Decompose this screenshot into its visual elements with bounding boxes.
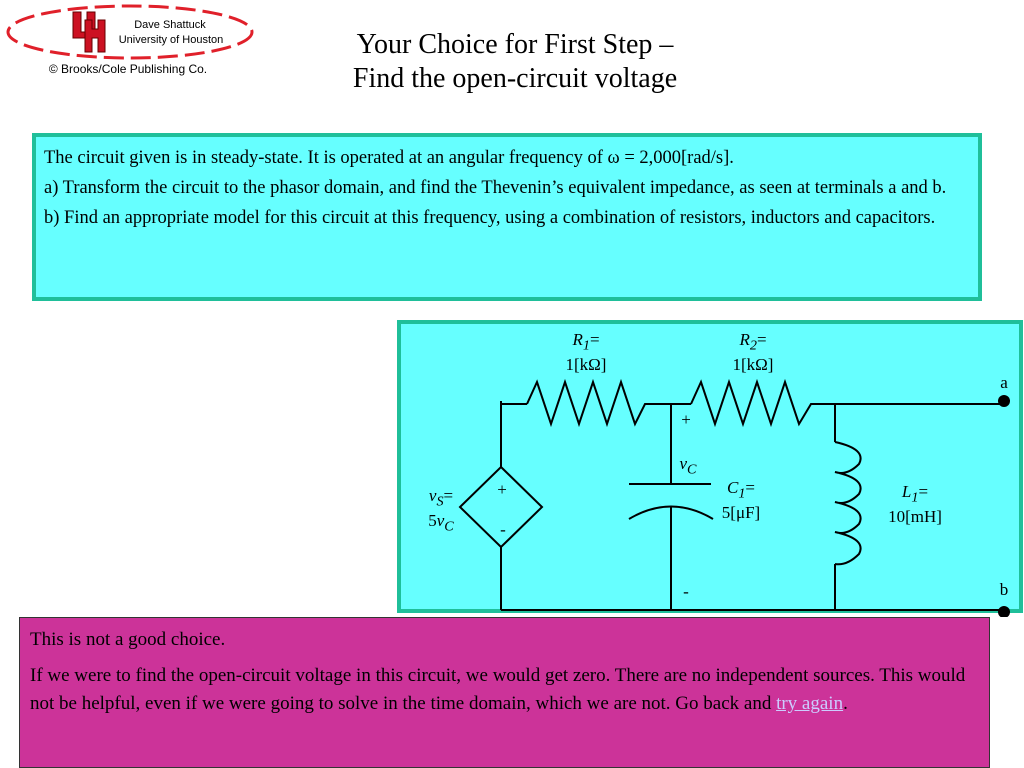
vc-label: $v_C$ <box>679 454 697 478</box>
problem-intro: The circuit given is in steady-state. It is operated at an angular frequency of ω = 2,000[rad/s]. <box>44 148 734 168</box>
l1-value: 10[mH] <box>888 507 942 527</box>
wire-top-left <box>501 401 527 404</box>
author-affiliation: University of Houston <box>118 34 224 46</box>
feedback-verdict: This is not a good choice. <box>30 629 226 650</box>
vc-minus-sign: - <box>683 582 689 601</box>
page-title <box>280 28 750 96</box>
resistor-r1 <box>527 382 691 424</box>
title-line-2: Find the open-circuit voltage <box>352 63 678 94</box>
feedback-panel <box>19 617 990 768</box>
c1-value: 5[μF] <box>721 503 761 523</box>
try-again-link[interactable]: try again <box>776 693 844 714</box>
copyright-notice: © Brooks/Cole Publishing Co. <box>48 62 208 76</box>
source-minus-sign: - <box>500 520 506 539</box>
problem-part-b: b) Find an appropriate model for this circuit at this frequency, using a combination of resistors, inductors and capacitors. <box>44 208 936 228</box>
problem-statement-panel <box>32 133 982 301</box>
problem-part-a: a) Transform the circuit to the phasor domain, and find the Thevenin’s equivalent impedance, as seen at terminals a and b. <box>44 178 947 198</box>
inductor-l1 <box>835 442 861 564</box>
r2-value: 1[kΩ] <box>732 355 774 375</box>
terminal-a-dot <box>998 395 1010 407</box>
vs-label: $v_S=$ $5v_C$ <box>428 486 454 535</box>
feedback-explanation: If we were to find the open-circuit voltage in this circuit, we would get zero. There are no independent sources. This would not be helpful, even if we were going to solve in the time domain, which we are not. Go back and try again. <box>30 665 966 714</box>
r1-value: 1[kΩ] <box>565 355 607 375</box>
resistor-r2 <box>691 382 1004 424</box>
author-name: Dave Shattuck <box>134 19 206 31</box>
r1-label: $R_1=$ 1[kΩ] <box>565 330 607 375</box>
r2-label: $R_2=$ 1[kΩ] <box>732 330 774 375</box>
source-plus-sign: + <box>497 480 507 499</box>
terminal-a-label: a <box>1000 373 1008 392</box>
circuit-schematic <box>401 324 1024 617</box>
terminal-b-dot <box>998 606 1010 617</box>
title-line-1: Your Choice for First Step – <box>356 29 674 60</box>
vc-plus-sign: + <box>681 410 691 429</box>
header-logo-area <box>0 0 260 85</box>
terminal-b-label: b <box>999 580 1009 599</box>
l1-label: $L_1=$ 10[mH] <box>888 482 942 527</box>
c1-label: $C_1=$ 5[μF] <box>721 478 761 523</box>
circuit-diagram-panel <box>397 320 1023 613</box>
